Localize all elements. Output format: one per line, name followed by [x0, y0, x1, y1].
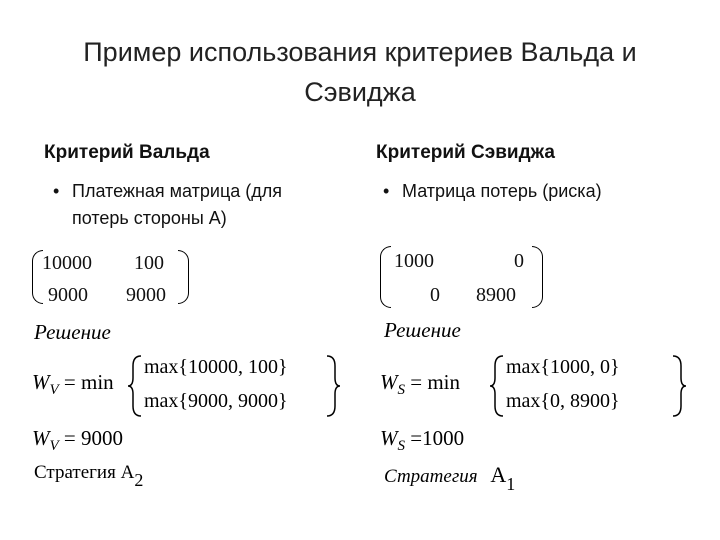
savage-heading: Критерий Сэвиджа [376, 142, 555, 163]
savage-solution-label: Решение [384, 318, 461, 342]
slide-title: Пример использования критериев Вальда и Сэвиджа [83, 37, 637, 107]
wald-formula-lhs [32, 370, 114, 398]
matrix-cell: 10000 [42, 252, 92, 274]
w-symbol: W [32, 370, 50, 394]
matrix-left-paren [380, 246, 391, 308]
savage-row-1: max{1000, 0} [506, 356, 620, 378]
matrix-cell: 9000 [48, 284, 88, 306]
wald-row-2: max{9000, 9000} [144, 390, 288, 412]
matrix-cell: 8900 [476, 284, 516, 306]
wald-result [32, 426, 124, 454]
w-subscript: S [397, 382, 405, 398]
savage-formula-lhs [380, 370, 461, 398]
left-brace [488, 354, 506, 418]
w-symbol: W [32, 426, 50, 450]
wald-row-1: max{10000, 100} [144, 356, 288, 378]
right-brace [670, 354, 688, 418]
w-subscript: V [49, 382, 59, 398]
wald-heading: Критерий Вальда [44, 142, 210, 163]
w-subscript: V [49, 438, 59, 454]
wald-bullet [53, 178, 342, 232]
eq-min: = min [63, 370, 114, 394]
bullet-icon: • [53, 181, 60, 201]
matrix-cell: 0 [514, 250, 524, 272]
wald-strategy [34, 462, 144, 490]
matrix-right-paren [178, 250, 189, 304]
eq-min: = min [410, 370, 461, 394]
savage-bullet [383, 178, 692, 205]
strategy-label: Стратегия [384, 466, 478, 487]
strategy-label: Стратегия А [34, 462, 135, 483]
result-value: =1000 [410, 426, 465, 450]
strategy-subscript: 1 [506, 474, 516, 494]
w-symbol: W [380, 370, 398, 394]
savage-row-2: max{0, 8900} [506, 390, 620, 412]
result-value: = 9000 [63, 426, 124, 450]
right-brace [324, 354, 342, 418]
strategy-subscript: 2 [134, 470, 144, 490]
matrix-cell: 1000 [394, 250, 434, 272]
bullet-icon: • [383, 181, 390, 201]
matrix-right-paren [532, 246, 543, 308]
savage-strategy [384, 462, 516, 494]
savage-bullet-text: Матрица потерь (риска) [402, 181, 602, 201]
wald-solution-label: Решение [34, 320, 111, 344]
matrix-cell: 9000 [126, 284, 166, 306]
wald-bullet-text: Платежная матрица (для потерь стороны А) [72, 181, 283, 228]
w-symbol: W [380, 426, 398, 450]
matrix-cell: 100 [134, 252, 164, 274]
savage-result [380, 426, 465, 454]
matrix-cell: 0 [430, 284, 440, 306]
left-brace [126, 354, 144, 418]
w-subscript: S [397, 438, 405, 454]
strategy-letter: A [490, 462, 507, 487]
